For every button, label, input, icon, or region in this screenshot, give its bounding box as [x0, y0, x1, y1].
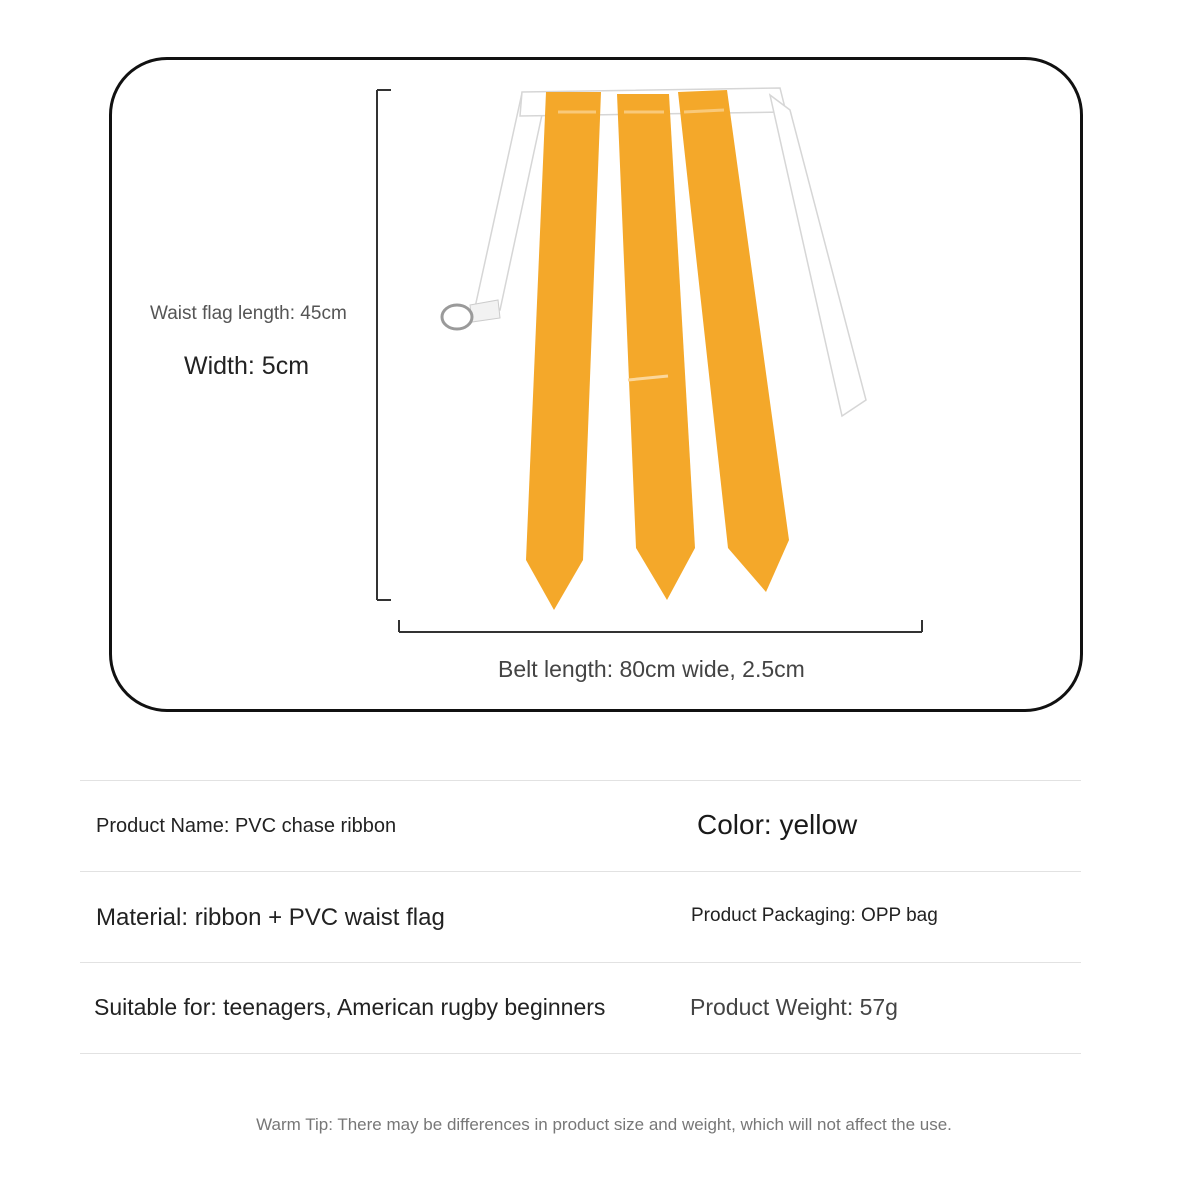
pvc-flags [526, 90, 789, 610]
belt-length-dimension-line [399, 620, 922, 632]
flag-left [526, 92, 601, 610]
material-value: Material: ribbon + PVC waist flag [96, 904, 445, 931]
belt-length-label: Belt length: 80cm wide, 2.5cm [498, 656, 805, 682]
warm-tip: Warm Tip: There may be differences in product size and weight, which will not affect the use. [256, 1115, 952, 1134]
flag-right [678, 90, 789, 592]
spec-row [80, 871, 1081, 962]
flag-length-dimension-line [377, 90, 391, 600]
flag-middle [617, 94, 695, 600]
d-ring-icon [442, 305, 472, 329]
weight-value: Product Weight: 57g [690, 994, 898, 1020]
belt-strap-left [442, 93, 546, 329]
flag-width-label: Width: 5cm [184, 352, 310, 380]
color-value: Color: yellow [697, 809, 858, 840]
belt-strap-right [770, 95, 866, 416]
spec-table [80, 780, 1081, 1054]
suitable-for-value: Suitable for: teenagers, American rugby beginners [94, 994, 606, 1020]
spec-row [80, 962, 1081, 1054]
flag-length-label: Waist flag length: 45cm [150, 303, 347, 324]
packaging-value: Product Packaging: OPP bag [691, 905, 938, 926]
product-name-value: Product Name: PVC chase ribbon [96, 815, 397, 837]
spec-row [80, 780, 1081, 871]
